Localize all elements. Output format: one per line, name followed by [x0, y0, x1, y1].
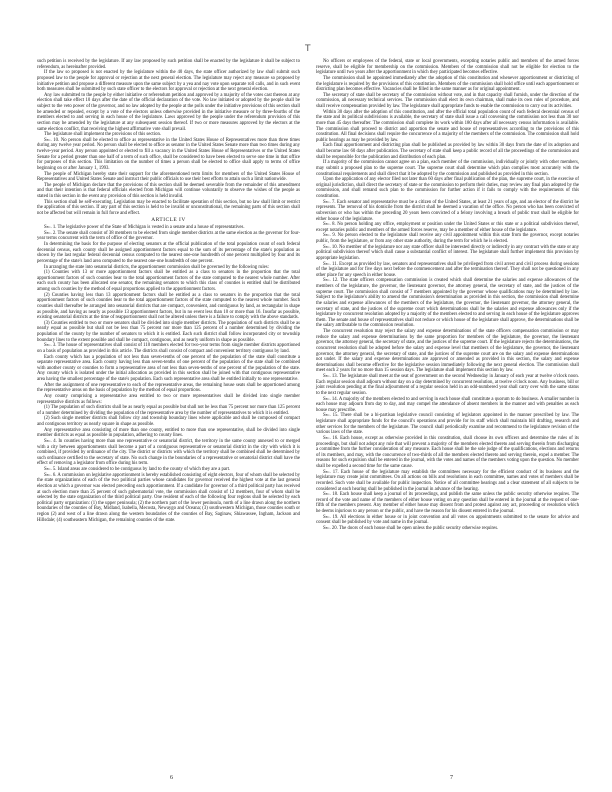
paragraph-text: (1) Counties with 13 or more apportionment factors shall be entitled as a class to senators in the proportion that the total apportionment factors of such counties bear to the total apportionment factors of the state computed to the nearest whole number. After each such county has been allocated one senator, the remaining senators to which this class of counties is entitled shall be distributed among such counties by the method of equal proportions applied to the apportionment factors. — [37, 270, 300, 292]
section-number: Sec. 11. — [323, 261, 338, 267]
paragraph — [37, 242, 300, 265]
paragraph-text: (2) Such single member districts shall follow city and township boundary lines where applicable and shall be composed of compact and contiguous territory as nearly square in shape as possible. — [37, 416, 300, 427]
paragraph-text: Each house, except as otherwise provided in this constitution, shall choose its own officers and determine the rules of its proceedings, but shall not adopt any rule that will prevent a majority of the members elected thereto and serving therein from discharging a committee from the further consideration of any measure. Each house shall be the sole judge of the qualifications, elections and returns of its members, and may, with the concurrence of two-thirds of all the members elected thereto and serving therein, expel a member. The reasons for such expulsion shall be entered in the journal, with the votes and names of the members voting upon the question. No member shall be expelled a second time for the same cause. — [316, 435, 579, 469]
paragraph — [316, 59, 579, 76]
section-number: Sec. 9. — [323, 233, 336, 239]
paragraph — [37, 59, 300, 70]
left-column — [37, 59, 300, 523]
paragraph-text: (2) Counties having less than 13 apportionment factors shall be entitled as a class to senators in the proportion that the total apportionment factors of such counties bear to the total apportionment factors of the state computed to the nearest whole number. Such counties shall thereafter be arranged into senatorial districts that are compact, convenient, and contiguous by land, as rectangular in shape as possible, and having as nearly as possible 13 apportionment factors, but in no event less than 10 or more than 16. Insofar as possible, existing senatorial districts at the time of reapportionment shall not be altered unless there is a failure to comply with the above standards. — [37, 292, 300, 321]
paragraph — [37, 172, 300, 183]
paragraph-text: Any law submitted to the people by either initiative or referendum petition and approved by a majority of the votes cast thereon at any election shall take effect 10 days after the date of the official declaration of the vote. No law initiated or adopted by the people shall be subject to the veto power of the governor, and no law adopted by the people at the polls under the initiative provisions of this section shall be amended or repealed, except by a vote of the electors unless otherwise provided in the initiative measure or by three-fourths of the members elected to and serving in each house of the legislature. Laws approved by the people under the referendum provision of this section may be amended by the legislature at any subsequent session thereof. If two or more measures approved by the electors at the same election conflict, that receiving the highest affirmative vote shall prevail. — [37, 92, 300, 132]
section-number: Sec. 13. — [323, 374, 338, 379]
section-number: Sec. 12. — [323, 278, 339, 284]
paragraph-text: The secretary of state shall be secretary of the commission without vote, and in that capacity shall furnish, under the direction of the commission, all necessary technical services. The commission shall elect its own chairman, shall make its own rules of procedure, and shall receive compensation provided by law. The legislature shall appropriate funds to enable the commission to carry out its activities. — [316, 92, 579, 109]
paragraph-text: The people of Michigan declare that the provisions of this section shall be deemed severable from the remainder of this amendment and that their intention is that federal officials elected from Michigan will continue voluntarily to observe the wishes of the people as stated in this section in the event any provision of this section is held invalid. — [37, 182, 300, 199]
paragraph — [37, 394, 300, 405]
paragraph — [37, 293, 300, 321]
section-number: Sec. 10. — [44, 137, 60, 143]
paragraph — [37, 355, 300, 383]
paragraph-text: The legislature shall implement the provisions of this section. — [44, 132, 162, 138]
paragraph — [316, 374, 579, 397]
paragraph — [316, 526, 579, 532]
paragraph-text: The house of representatives shall consist of 110 members elected for two-year terms from single member districts apportioned on a basis of population as provided in this article. The districts shall consist of compact and convenient territory contiguous by land. — [37, 343, 300, 354]
paragraph — [37, 138, 300, 172]
paragraph-text: Upon the application of any elector filed not later than 60 days after final publication of the plan, the supreme court, in the exercise of original jurisdiction, shall direct the secretary of state or the commission to perform their duties, may review any final plan adopted by the commission, and shall remand such plan to the commission for further action if it fails to comply with the requirements of this constitution. — [316, 177, 579, 199]
paragraph-text: The commission shall be appointed immediately after the adoption of this constitution and whenever apportionment or districting of the legislature is required by the provisions of this constitution. Members of the commission shall hold office until each apportionment or districting plan becomes effective. Vacancies shall be filled in the same manner as for original appointment. — [316, 75, 579, 93]
paragraph — [316, 200, 579, 223]
section-number: Sec. 15. — [323, 413, 339, 419]
paragraph — [37, 231, 300, 242]
section-number: Sec. 8. — [323, 222, 336, 228]
paragraph — [316, 143, 579, 160]
paragraph-text: The state officers compensation commission is created which shall determine the salaries and expense allowances of the members of the legislature, the governor, the lieutenant governor, the attorney general, the secretary of state, and the justices of the supreme court. The commission shall consist of 7 members appointed by the governor whose qualifications may be determined by law. Subject to the legislature's ability to amend the commission's determination as provided in this section, the commission shall determine the salaries and expense allowances of the members of the legislature, the governor, the lieutenant governor, the attorney general, the secretary of state, and the justices of the supreme court which determinations shall be the salaries and expense allowances only if the legislature by concurrent resolution adopted by a majority of the members elected to and serving in each house of the legislature approves them. The senate and house of representatives shall not reduce or which house of the legislature shall approve, the determinations shall be the salary attributable to the commission resolution. — [316, 278, 579, 329]
paragraph-text: Except as provided by law, senators and representatives shall be privileged from civil arrest and civil process during sessions of the legislature and for five days next before the commencement and after the termination thereof. They shall not be questioned in any other place for any speech in either house. — [316, 261, 579, 278]
paragraph-text: The legislative power of the State of Michigan is vested in a senate and a house of representatives. — [57, 225, 245, 231]
paragraph — [316, 397, 579, 414]
paragraph-text: No member of the legislature nor any state officer shall be interested directly or indirectly in any contract with the state or any political subdivision thereof which shall cause a substantial conflict of interest. The legislature shall further implement this provision by appropriate legislation. — [316, 244, 579, 261]
paragraph — [37, 439, 300, 467]
paragraph — [316, 262, 579, 279]
paragraph-text: In determining the basis for the purpose of electing senators at the official publication of the total population count of each federal decennial census, each county shall be assigned apportionment factors equal to the sum of its percentage of the state's population as shown by the last regular federal decennial census computed to the nearest one-one hundredth of one percent multiplied by four and its percentage of the state's land area computed to the nearest one-one hundredth of one percent. — [37, 242, 300, 264]
paragraph — [316, 278, 579, 329]
paragraph-text: The doors of each house shall be open unless the public security otherwise requires. — [338, 525, 499, 531]
section-number: Sec. 16. — [323, 435, 339, 441]
paragraph — [316, 470, 579, 493]
paragraph-text: There shall be a bi-partisan legislative council consisting of legislators appointed in the manner prescribed by law. The legislature shall appropriate funds for the council's operations and provide for its staff which shall maintain bill drafting, research and other services for the members of the legislature. The council shall periodically examine and recommend to the legislature revision of the various laws of the state. — [316, 413, 579, 436]
paragraph — [37, 200, 300, 217]
paragraph — [37, 93, 300, 132]
paragraph — [37, 383, 300, 394]
paragraph — [316, 436, 579, 470]
paragraph-text: No officers or employees of the federal, state or local governments, excepting notaries public and members of the armed forces reserve, shall be eligible for membership on the commission. Members of the commission shall not be eligible for election to the legislature until two years after the apportionment in which they participated becomes effective. — [316, 59, 579, 76]
paragraph-text: No person elected to the legislature shall receive any civil appointment within this state from the governor, except notaries public, from the legislature, or from any other state authority, during the term for which he is elected. — [316, 233, 580, 244]
section-number: Sec. 7. — [323, 199, 336, 205]
paragraph — [316, 515, 579, 526]
page-top-mark: T — [305, 44, 311, 54]
section-number: Sec. 10. — [323, 244, 338, 250]
paragraph-text: (3) Counties entitled to two or more senators shall be divided into single member districts. The population of such districts shall be as nearly equal as possible but shall not be less than 75 percent nor more than 125 percent of a number determined by dividing the population of the county by the number of senators to which it is entitled. Each such district shall follow incorporated city or township boundary lines to the extent possible and shall be compact, contiguous, and as nearly uniform in shape as possible. — [37, 320, 300, 343]
paragraph — [37, 321, 300, 344]
paragraph-text: The people of Michigan hereby state their support for the aforementioned term limits for members of the United States House of Representatives and United States Senate and instruct their public officials to use their best efforts to attain such a limit nationwide. — [37, 171, 300, 183]
section-number: Sec. 18. — [323, 492, 339, 498]
paragraph-text: Each final apportionment and districting plan shall be published as provided by law within 30 days from the date of its adoption and shall become law 60 days after publication. The secretary of state shall keep a public record of all the proceedings of the commission and shall be responsible for the publication and distribution of each plan. — [316, 143, 579, 160]
paragraph — [316, 413, 579, 436]
section-number: Sec. 17. — [323, 469, 339, 475]
paragraph — [316, 492, 579, 515]
paragraph — [316, 93, 579, 110]
paragraph — [316, 160, 579, 177]
paragraph-text: Each house of the legislature may establish the committees necessary for the efficient conduct of its business and the legislature may create joint committees. On all actions on bills and resolutions in each committee, names and votes of members shall be recorded. Such vote shall be available for public inspection. Notice of all committee hearings and a clear statement of all subjects to be considered at each hearing shall be published in the journal in advance of the hearing. — [316, 469, 579, 492]
paragraph-text: The legislature shall meet at the seat of government on the second Wednesday in January of each year at twelve o'clock noon. Each regular session shall adjourn without day on a day determined by concurrent resolution, at twelve o'clock noon. Any business, bill or joint resolution pending at the final adjournment of a regular session held in an odd-numbered year shall carry over with the same status to the next regular session. — [316, 374, 579, 396]
paragraph-text: (1) The population of such districts shall be as nearly equal as possible but shall not be less than 75 percent nor more than 125 percent of a number determined by dividing the population of the representative area by the number of representatives to which it is entitled. — [37, 405, 300, 416]
right-column — [316, 59, 579, 532]
paragraph-text: After the assignment of one representative to each of the representative areas, the remaining house seats shall be apportioned among the representative areas on the basis of population by the method of equal proportions. — [37, 382, 300, 394]
page-number-right: 7 — [450, 775, 453, 781]
paragraph — [37, 270, 300, 293]
paragraph — [316, 245, 579, 262]
paragraph-text: such petition is received by the legislature. If any law proposed by such petition shall be enacted by the legislature it shall be subject to referendum, as hereinafter provided. — [37, 59, 300, 70]
section-number: Sec. 14. — [323, 396, 338, 402]
paragraph — [316, 233, 579, 244]
paragraph — [37, 416, 300, 427]
paragraph — [316, 76, 579, 93]
paragraph-text: The concurrent resolution may reject the salary and expense determinations of the state officers compensation commission or may reduce the salary and expense determinations by the same proportion for members of the legislature, the governor, the lieutenant governor, the attorney general, the secretary of state, and the justices of the supreme court. If the legislature rejects the determinations, the concurrent resolution shall be adopted before the salary and expense level that members of the legislature, the governor, the lieutenant governor, the attorney general, the secretary of state, and the justices of the supreme court are on the salary and expense determinations not under. If the salary and expense determinations are approved or amended as provided in this section, the salary and expense determinations shall become effective for the legislative session immediately following the next general election. The commission shall meet each 2 years for no more than 15 session days. The legislature shall implement this section by law. — [316, 329, 579, 374]
paragraph-text: Island areas are considered to be contiguous by land to the county of which they are a part. — [57, 467, 231, 472]
paragraph-text: If a majority of the commission cannot agree on a plan, each member of the commission, individually or jointly with other members, may submit a proposed plan to the supreme court. The supreme court shall determine which plan complies most accurately with the constitutional requirements and shall direct that it be adopted by the commission and published as provided in this section. — [316, 160, 579, 177]
section-number: Sec. 19. — [323, 514, 339, 520]
paragraph — [37, 428, 300, 439]
paragraph — [37, 183, 300, 200]
paragraph — [316, 329, 579, 374]
paragraph — [316, 222, 579, 233]
paragraph-text: Any representative area consisting of more than one county, entitled to more than one representative, shall be divided into single member districts as equal as possible in population, adhering to county lines. — [37, 427, 300, 439]
page-number-left: 6 — [170, 775, 173, 781]
section-number: Sec. 2. — [44, 230, 57, 236]
paragraph-text: No person holding any office, employment or position under the United States or this state or a political subdivision thereof, except notaries public and members of the armed forces reserve, may be a member of either house of the legislature. — [316, 222, 579, 233]
paragraph-text: If the law so proposed is not enacted by the legislature within the 40 days, the state officer authorized by law shall submit such proposed law to the people for approval or rejection at the next general election. The legislature may reject any measure so proposed by initiative petition and propose a different measure upon the same subject by a yea and nay vote upon separate roll calls, and in such event both measures shall be submitted by such state officer to the electors for approval or rejection at the next general election. — [37, 70, 300, 93]
paragraph — [37, 473, 300, 524]
section-number: Sec. 3. — [44, 343, 57, 349]
paragraph — [37, 70, 300, 93]
paragraph-text: A commission on legislative apportionment is hereby established consisting of eight electors, four of whom shall be selected by the state organizations of each of the two political parties whose candidates for governor received the highest vote at the last general election at which a governor was elected preceding each apportionment. If a candidate for governor of a third political party has received at such election more than 25 percent of such gubernatorial vote, the commission shall consist of 12 members, four of whom shall be selected by the state organization of the third political party. One resident of each of the following four regions shall be selected by each political party organization: (1) the upper peninsula; (2) the northern part of the lower peninsula, north of a line drawn along the northern boundaries of the counties of Bay, Midland, Isabella, Mecosta, Newaygo and Oceana; (3) southwestern Michigan, those counties south or region (2) and west of a line drawn along the western boundaries of the counties of Bay, Saginaw, Shiawassee, Ingham, Jackson and Hillsdale; (4) southeastern Michigan, the remaining counties of the state. — [37, 472, 300, 523]
paragraph-text: In counties having more than one representative or senatorial district, the territory in the same county annexed to or merged with a city between apportionments shall become a part of a contiguous representative or senatorial district in the city with which it is combined, if provided by ordinance of the city. The district or districts with which the territory shall be combined shall be determined by such ordinance certified to the secretary of state. No such change in the boundaries of a representative or senatorial district shall have the effect of removing a legislator from office during his term. — [37, 438, 300, 467]
paragraph-text: All elections in either house or in joint convention and all votes on appointments submitted to the senate for advice and consent shall be published by vote and name in the journal. — [316, 514, 579, 526]
section-number: Sec. 5. — [44, 467, 57, 472]
paragraph-text: Each county which has a population of not less than seven-tenths of one percent of the population of the state shall constitute a separate representative area. Each county having less than seven-tenths of one percent of the population of the state shall be combined with another county or counties to form a representative area of not less than seven-tenths of one percent of the population of the state. Any county which is isolated under the initial allocation as provided in this section shall be joined with that contiguous representative area having the smallest percentage of the state's population. Each such representative area shall be entitled initially to one representative. — [37, 354, 300, 382]
paragraph-text: No person shall be elected to office as representative in the United States House of Representatives more than three times during any twelve year period. No person shall be elected to office as senator in the United States Senate more than two times during any twelve-year period. Any person appointed or elected to fill a vacancy in the United States House of Representatives or the United States Senate for a period greater than one half of a term of such office, shall be considered to have been elected to serve one time in that office for purposes of this section. This limitation on the number of times a person shall be elected to office shall apply to terms of office beginning on or after January 1, 1993. — [37, 137, 301, 171]
paragraph-text: The senate shall consist of 38 members to be elected from single member districts at the same election as the governor for four-year terms concurrent with the term of office of the governor. — [37, 230, 300, 242]
section-number: Sec. 20. — [323, 525, 338, 531]
paragraph-text: This section shall be self-executing. Legislation may be enacted to facilitate operation of this section, but no law shall limit or restrict the application of this section. If any part of this section is held to be invalid or unconstitutional, the remaining parts of this section shall not be affected but will remain in full force and effect. — [37, 199, 300, 216]
paragraph — [316, 177, 579, 200]
paragraph — [316, 110, 579, 144]
paragraph-text: Any county comprising a representative area entitled to two or more representatives shall be divided into single member representative districts as follows: — [37, 393, 300, 405]
article-heading: ARTICLE IV — [151, 216, 186, 223]
paragraph-text: In arranging the state into senatorial districts, the apportionment commission shall be governed by the following rules: — [44, 264, 269, 270]
section-number: Sec. 1. — [44, 225, 57, 231]
paragraph-text: Each senator and representative must be a citizen of the United States, at least 21 years of age, and an elector of the district he represents. The removal of his domicile from the district shall be deemed a vacation of the office. No person who has been convicted of subversion or who has within the preceding 20 years been convicted of a felony involving a breach of public trust shall be eligible for either house of the legislature. — [316, 199, 579, 222]
section-number: Sec. 4. — [44, 438, 57, 444]
section-number: Sec. 6. — [44, 472, 57, 478]
paragraph-text: Each house shall keep a journal of its proceedings, and publish the same unless the public security otherwise requires. The record of the vote and name of the members of either house voting on any question shall be entered in the journal at the request of one-fifth of the members present. Any member of either house may dissent from and protest against any act, proceeding or resolution which he deems injurious to any person or the public, and have the reason for his dissent entered in the journal. — [316, 492, 579, 514]
paragraph — [37, 405, 300, 416]
paragraph-text: Within 30 days after the adoption of this constitution, and after the official total population count of each federal decennial census of the state and its political subdivisions is available, the secretary of state shall issue a call convening the commission not less than 30 nor more than 45 days thereafter. The commission shall complete its work within 180 days after all necessary census information is available. The commission shall proceed to district and apportion the senate and house of representatives according to the provisions of this constitution. All final decisions shall require the concurrence of a majority of the members of the commission. The commission shall hold public hearings as may be provided by law. — [316, 109, 579, 143]
paragraph-text: A majority of the members elected to and serving in each house shall constitute a quorum to do business. A smaller number in each house may adjourn from day to day, and may compel the attendance of absent members in the manner and with penalties as each house may prescribe. — [316, 396, 579, 413]
paragraph — [37, 343, 300, 354]
